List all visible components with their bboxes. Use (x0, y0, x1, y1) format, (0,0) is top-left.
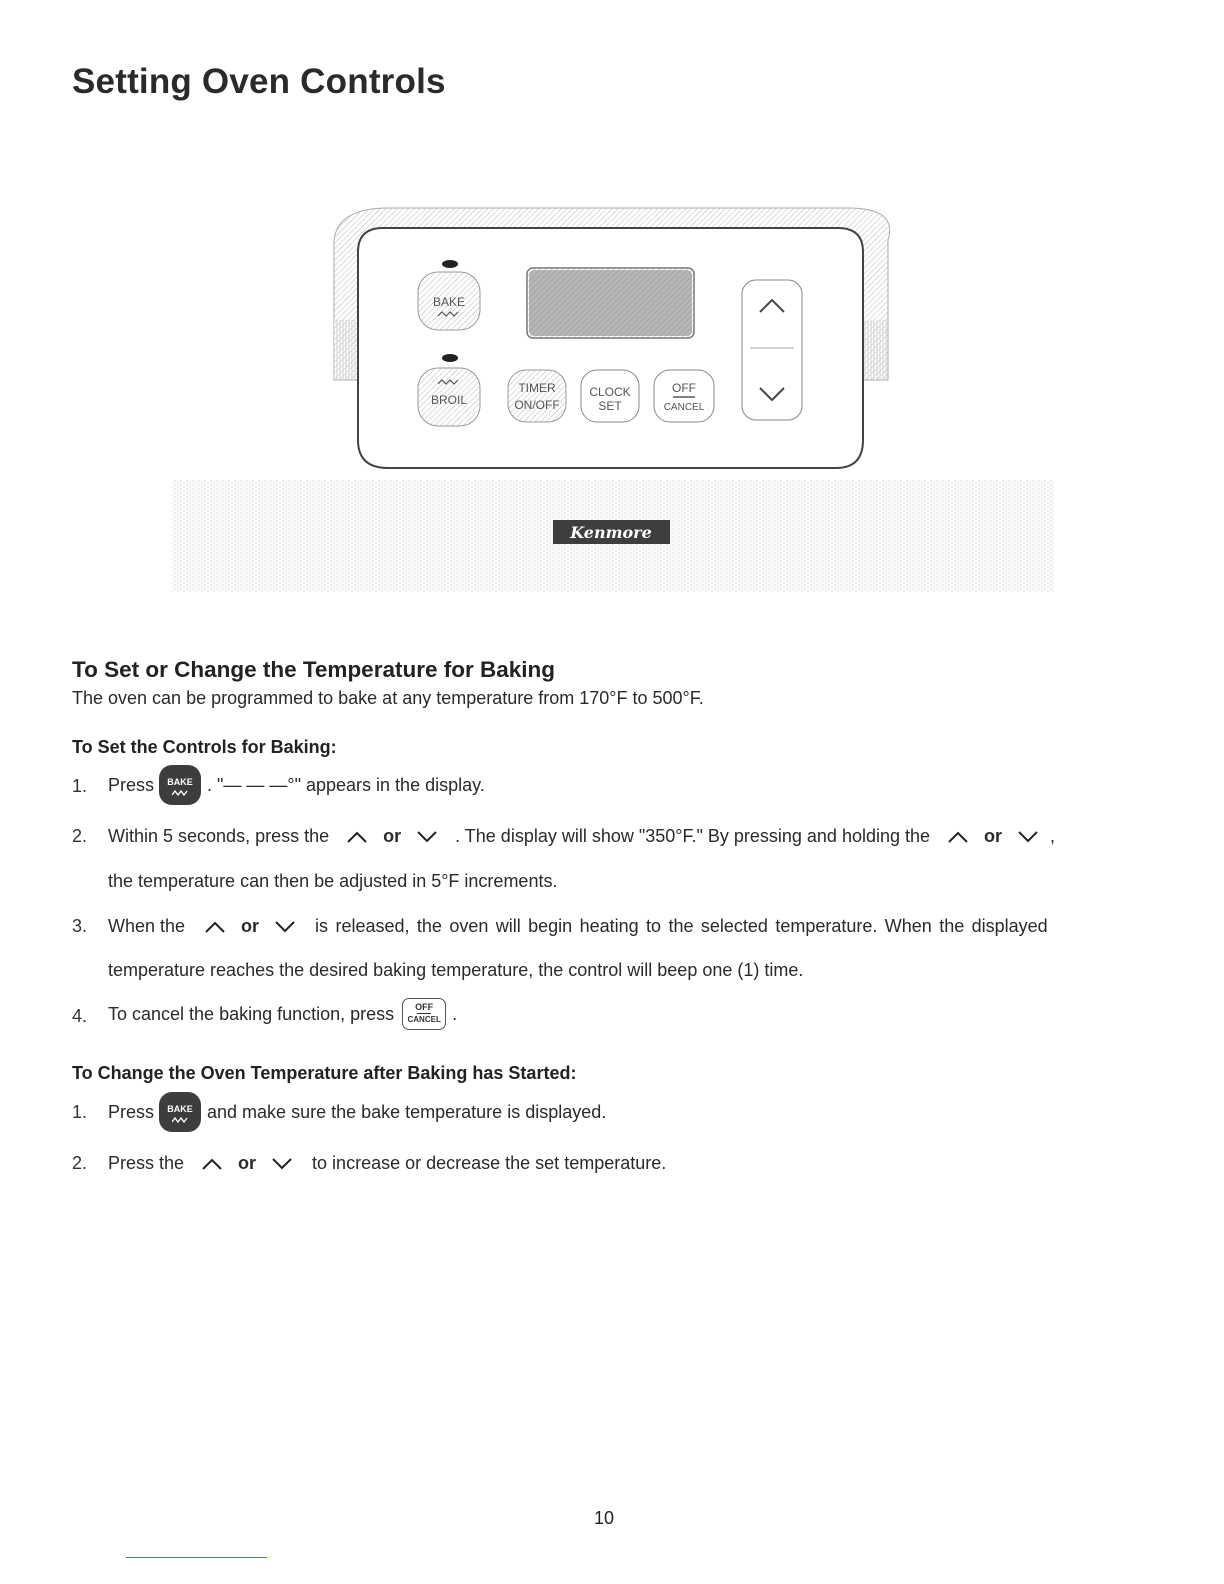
set-step-2: Within 5 seconds, press the or . The display will show "350°F." By pressing and holding the or , (108, 826, 1056, 846)
up-arrow-icon (203, 920, 227, 934)
bake-button-icon: BAKE (159, 765, 201, 805)
or-label: or (984, 826, 1003, 846)
up-arrow-icon (345, 830, 369, 844)
svg-text:BAKE: BAKE (432, 295, 466, 309)
svg-text:OFF: OFF (672, 381, 696, 395)
broil-indicator-light (442, 354, 458, 362)
panel-cancel-button (654, 370, 714, 422)
or-label: or (238, 1153, 257, 1173)
svg-text:TIMER: TIMER (518, 381, 556, 395)
set-step-1-post: . "— — —°" appears in the display. (207, 774, 485, 795)
svg-text:CANCEL: CANCEL (663, 402, 705, 413)
set-step-1-pre: Press (108, 774, 155, 795)
change-step-1-number: 1. (72, 1102, 88, 1122)
panel-arrow-pad (742, 280, 802, 420)
svg-text:CLOCK: CLOCK (589, 385, 631, 399)
set-step-4: To cancel the baking function, press OFF CANCEL . (108, 998, 457, 1030)
change-step-2: Press the or to increase or decrease the set temperature. (108, 1153, 667, 1173)
svg-text:BROIL: BROIL (430, 393, 468, 407)
set-step-3-continued: temperature reaches the desired baking temperature, the control will beep one (1) time. (108, 960, 804, 980)
svg-text:SET: SET (598, 399, 622, 413)
set-step-3-number: 3. (72, 916, 88, 936)
kenmore-logo (553, 520, 670, 544)
page-number: 10 (593, 1508, 615, 1528)
footer-rule (126, 1557, 267, 1558)
change-step-2-number: 2. (72, 1153, 88, 1173)
svg-text:Kenmore: Kenmore (570, 523, 652, 542)
change-temp-heading: To Change the Oven Temperature after Baking has Started: (72, 1063, 577, 1083)
page-title: Setting Oven Controls (72, 62, 446, 101)
panel-bake-button (418, 272, 480, 330)
up-arrow-icon (946, 830, 970, 844)
oven-control-panel-illustration (168, 200, 1058, 600)
or-label: or (241, 916, 260, 936)
section-intro: The oven can be programmed to bake at any temperature from 170°F to 500°F. (72, 688, 704, 708)
panel-clock-button (581, 370, 639, 422)
panel-broil-button (418, 368, 480, 426)
down-arrow-icon (270, 1157, 294, 1171)
or-label: or (383, 826, 402, 846)
set-controls-heading: To Set the Controls for Baking: (72, 737, 337, 757)
svg-text:ON/OFF: ON/OFF (514, 398, 560, 412)
set-step-1-number: 1. (72, 776, 88, 796)
set-step-2-number: 2. (72, 826, 88, 846)
off-cancel-button-icon: OFF CANCEL (402, 998, 446, 1030)
set-step-2-continued: the temperature can then be adjusted in 5°F increments. (108, 871, 558, 891)
set-step-1 (108, 765, 485, 805)
panel-timer-button (508, 370, 566, 422)
down-arrow-icon (273, 920, 297, 934)
set-step-3: When the or is released, the oven will begin heating to the selected temperature. When the displayed (108, 916, 1048, 936)
set-step-4-number: 4. (72, 1006, 88, 1026)
change-step-1: Press BAKE and make sure the bake temperature is displayed. (108, 1092, 606, 1132)
down-arrow-icon (1016, 830, 1040, 844)
down-arrow-icon (415, 830, 439, 844)
up-arrow-icon (200, 1157, 224, 1171)
bake-button-icon: BAKE (159, 1092, 201, 1132)
section-title: To Set or Change the Temperature for Baking (72, 657, 555, 682)
bake-indicator-light (442, 260, 458, 268)
